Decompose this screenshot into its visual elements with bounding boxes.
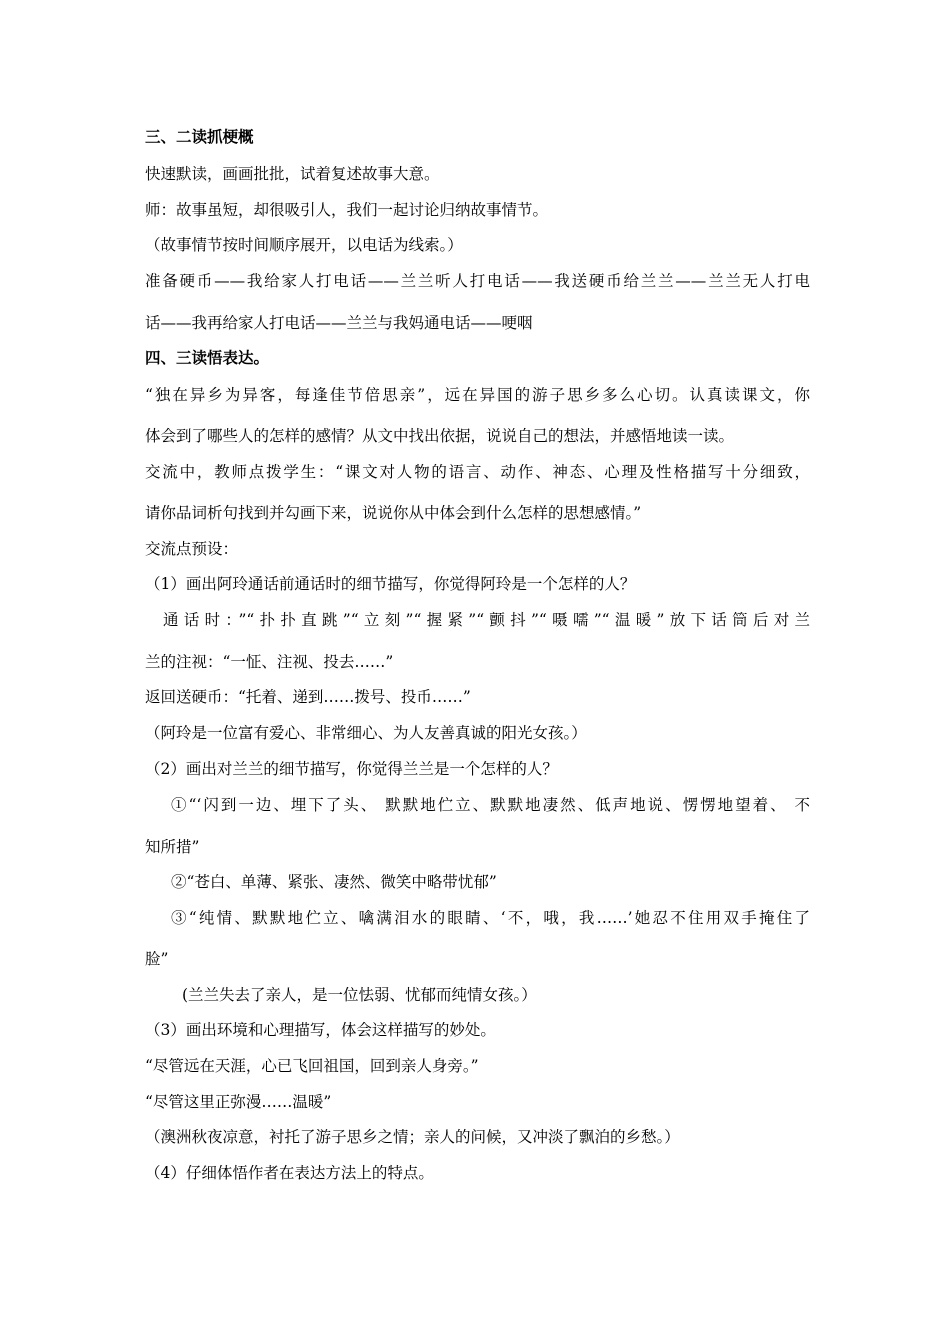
paragraph: （故事情节按时间顺序展开，以电话为线索。） <box>145 236 463 254</box>
paragraph: 快速默读，画画批批，试着复述故事大意。 <box>145 165 440 183</box>
paragraph: 请你品词析句找到并勾画下来，说说你从中体会到什么怎样的思想感情。” <box>145 504 642 522</box>
answer-line: 兰的注视：“一怔、注视、投去……” <box>145 653 394 671</box>
answer-line: ③“纯情、默默地伫立、噙满泪水的眼睛、‘不，哦，我……’她忍不住用双手掩住了 <box>171 909 810 927</box>
question-4: （4）仔细体悟作者在表达方法上的特点。 <box>145 1164 434 1182</box>
answer-line: 脸” <box>145 950 169 968</box>
question-1: （1）画出阿玲通话前通话时的细节描写，你觉得阿玲是一个怎样的人？ <box>145 575 636 593</box>
question-2: （2）画出对兰兰的细节描写，你觉得兰兰是一个怎样的人？ <box>145 760 558 778</box>
paragraph: 交流点预设： <box>145 540 239 558</box>
section-heading-3: 三、二读抓梗概 <box>145 127 254 146</box>
answer-note: （澳洲秋夜凉意，衬托了游子思乡之情；亲人的问候，又冲淡了飘泊的乡愁。） <box>145 1128 680 1146</box>
answer-line: 知所措” <box>145 838 200 856</box>
paragraph: 体会到了哪些人的怎样的感情？从文中找出依据，说说自己的想法，并感悟地读一读。 <box>145 427 735 445</box>
paragraph: “独在异乡为异客，每逢佳节倍思亲”，远在异国的游子思乡多么心切。认真读课文，你 <box>145 386 810 404</box>
plot-summary-line: 话——我再给家人打电话——兰兰与我妈通电话——哽咽 <box>145 314 533 332</box>
answer-line: ①“‘闪到一边、埋下了头、 默默地伫立、默默地凄然、低声地说、愣愣地望着、 不 <box>171 796 810 814</box>
paragraph: 师：故事虽短，却很吸引人，我们一起讨论归纳故事情节。 <box>145 201 549 219</box>
answer-line: 通话时：”“扑扑直跳”“立刻”“握紧”“颤抖”“嗫嚅”“温暖”放下话筒后对兰 <box>163 611 810 629</box>
answer-line: ②“苍白、单薄、紧张、凄然、微笑中略带忧郁” <box>171 873 497 891</box>
section-heading-4: 四、三读悟表达。 <box>145 348 270 367</box>
plot-summary-line: 准备硬币——我给家人打电话——兰兰听人打电话——我送硬币给兰兰——兰兰无人打电 <box>145 272 810 290</box>
answer-note: (兰兰失去了亲人，是一位怯弱、忧郁而纯情女孩。） <box>182 986 537 1004</box>
answer-note: （阿玲是一位富有爱心、非常细心、为人友善真诚的阳光女孩。） <box>145 724 587 742</box>
paragraph: 交流中，教师点拨学生：“课文对人物的语言、动作、神态、心理及性格描写十分细致， <box>145 463 810 481</box>
question-3: （3）画出环境和心理描写，体会这样描写的妙处。 <box>145 1021 496 1039</box>
answer-line: 返回送硬币：“托着、递到……拨号、投币……” <box>145 688 471 706</box>
quote-line: “尽管这里正弥漫……温暖” <box>145 1093 332 1111</box>
quote-line: “尽管远在天涯，心已飞回祖国，回到亲人身旁。” <box>145 1057 479 1075</box>
